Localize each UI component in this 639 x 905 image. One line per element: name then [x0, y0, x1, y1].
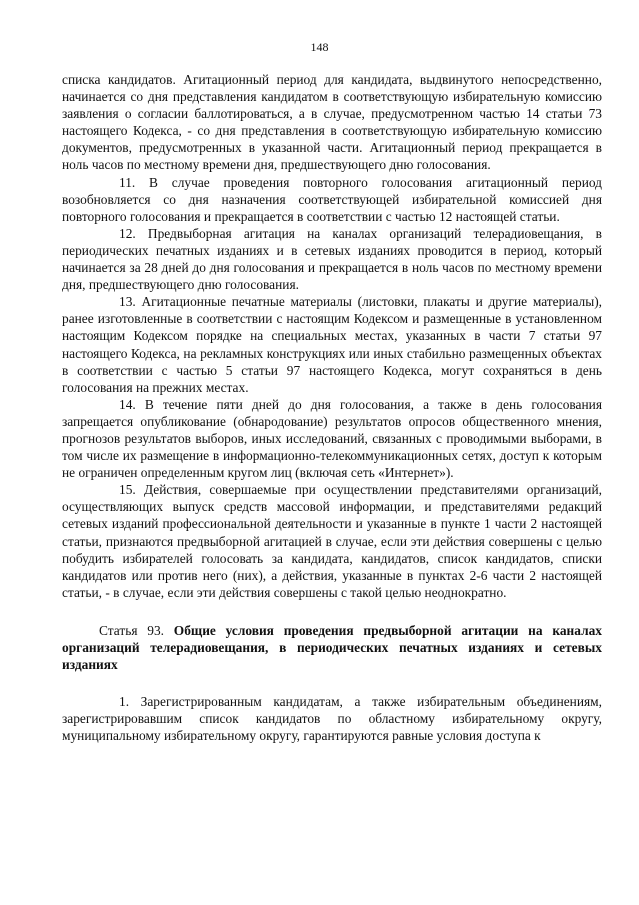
paragraph-13: 13. Агитационные печатные материалы (листовки, плакаты и другие материалы), ранее изготовленные в соответствии с настоящим Кодексом и размещенные в установленном настоящим Кодексом порядке на специальных местах, указанных в части 7 статьи 97 настоящего Кодекса, на рекламных конструкциях или иных стабильно размещенных объектах в соответствии с частью 5 статьи 97 настоящего Кодекса, могут сохраняться в день голосования на прежних местах. — [62, 294, 602, 395]
article-paragraph-1: 1. Зарегистрированным кандидатам, а также избирательным объединениям, зарегистрировавшим список кандидатов по областному избирательному округу, муниципальному избирательному округу, гарантируются равные условия доступа к — [62, 694, 602, 744]
document-body — [62, 71, 602, 744]
paragraph-11: 11. В случае проведения повторного голосования агитационный период возобновляется со дня назначения соответствующей избирательной комиссией дня повторного голосования и прекращается в соответствии с частью 12 настоящей статьи. — [62, 174, 602, 224]
article-label: Статья 93. — [99, 622, 164, 638]
article-title: Общие условия проведения предвыборной агитации на каналах организаций телерадиовещания, в периодических печатных изданиях и сетевых изданиях — [62, 622, 602, 673]
page-number: 148 — [310, 40, 329, 54]
paragraph-14: 14. В течение пяти дней до дня голосования, а также в день голосования запрещается опубликование (обнародование) результатов опросов общественного мнения, прогнозов результатов выборов, иных исследований, связанных с проводимыми выборами, в том числе их размещение в информационно-телекоммуникационных сетях, доступ к которым не ограничен определенным кругом лиц (включая сеть «Интернет»). — [62, 396, 602, 481]
paragraph-12: 12. Предвыборная агитация на каналах организаций телерадиовещания, в периодических печатных изданиях и в сетевых изданиях проводится в период, который начинается за 28 дней до дня голосования и прекращается в ноль часов по местному времени дня, предшествующего дню голосования. — [62, 225, 602, 293]
paragraph-continuation: списка кандидатов. Агитационный период для кандидата, выдвинутого непосредственно, начинается со дня представления кандидатом в соответствующую избирательную комиссию заявления о согласии баллотироваться, а в случае, предусмотренном частью 14 статьи 73 настоящего Кодекса, - со дня представления в соответствующую избирательную комиссию документов, предусмотренных в указанной части. Агитационный период прекращается в ноль часов по местному времени дня, предшествующего дню голосования. — [62, 72, 602, 173]
paragraph-15: 15. Действия, совершаемые при осуществлении представителями организаций, осуществляющих выпуск средств массовой информации, и представителями редакций сетевых изданий профессиональной деятельности и указанные в пункте 1 части 2 настоящей статьи, признаются предвыборной агитацией в случае, если эти действия совершены с целью побудить избирателей голосовать за кандидата, кандидатов, список кандидатов, списки кандидатов или против него (них), а действия, указанные в пунктах 2-6 части 2 настоящей статьи, - в случае, если эти действия совершены с такой целью неоднократно. — [62, 482, 602, 600]
article-heading — [62, 622, 602, 673]
